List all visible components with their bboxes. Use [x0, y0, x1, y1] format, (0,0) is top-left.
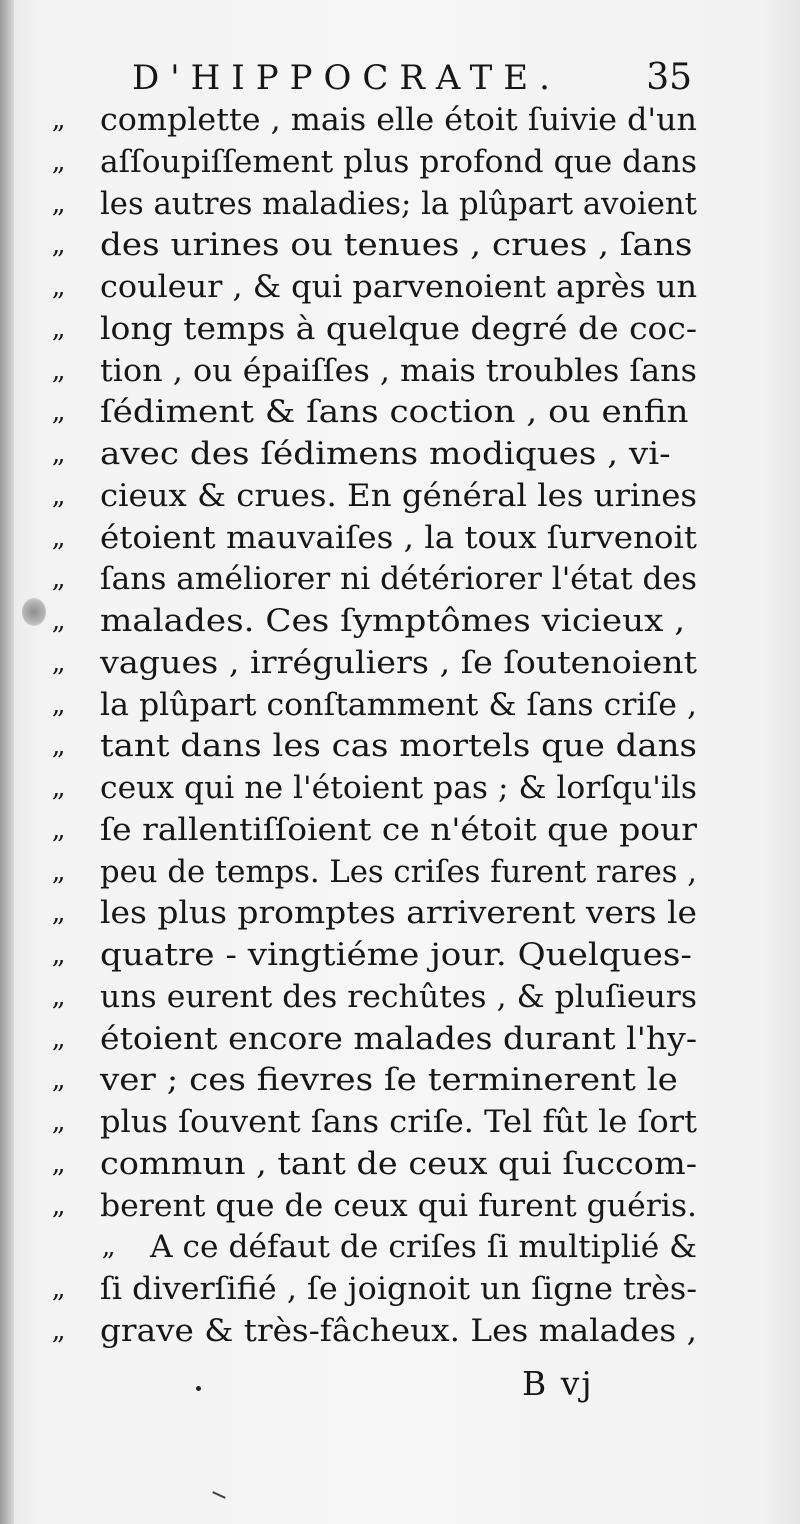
paper-stain: [22, 598, 46, 626]
text-line: [52, 601, 702, 643]
line-text: couleur , & qui parvenoient après un: [100, 270, 697, 305]
page-gutter-shadow: [0, 0, 14, 1524]
line-text: uns eurent des rechûtes , & pluſieurs: [100, 979, 697, 1015]
line-text: quatre - vingtiéme jour. Quelques-: [100, 938, 692, 973]
guillemet-marker: ,,: [52, 689, 63, 720]
guillemet-marker: ,,: [52, 1023, 63, 1054]
text-line: [52, 893, 702, 935]
line-text: la plûpart conſtamment & ſans criſe ,: [100, 687, 697, 723]
text-line: [52, 1227, 702, 1269]
line-text: les autres maladies; la plûpart avoient: [100, 186, 697, 222]
guillemet-marker: ,,: [52, 480, 63, 511]
text-line: [52, 559, 702, 601]
line-text: plus ſouvent ſans criſe. Tel fût le ſort: [100, 1105, 697, 1140]
line-text: berent que de ceux qui furent guéris.: [100, 1188, 697, 1224]
guillemet-marker: ,,: [52, 188, 63, 219]
text-line: [52, 1186, 702, 1228]
line-text: étoient mauvaiſes , la toux ſurvenoit: [100, 520, 697, 556]
signature-mark: B vj: [522, 1364, 594, 1403]
line-text: complette , mais elle étoit ſuivie d'un: [100, 103, 698, 138]
guillemet-marker: ,,: [52, 814, 63, 845]
guillemet-marker: ,,: [52, 1065, 63, 1096]
page-number: 35: [646, 57, 692, 98]
text-line: [52, 434, 702, 476]
line-text: tion , ou épaiſſes , mais troubles ſans: [100, 353, 697, 389]
text-line: [52, 184, 702, 226]
text-line: [52, 518, 702, 560]
text-line: [52, 392, 702, 434]
text-line: [52, 100, 702, 142]
line-text: tant dans les cas mortels que dans: [100, 729, 697, 765]
text-line: [52, 1269, 702, 1311]
text-line: [52, 685, 702, 727]
line-text: avec des ſédimens modiques , vi-: [100, 437, 671, 472]
guillemet-marker: ,,: [52, 1107, 63, 1137]
guillemet-marker: ,,: [52, 105, 63, 135]
line-text: les plus promptes arriverent vers le: [100, 896, 697, 932]
guillemet-marker: ,,: [52, 355, 63, 386]
text-line: [52, 225, 702, 267]
body-text: [52, 100, 702, 1353]
guillemet-marker: ,,: [52, 856, 63, 887]
guillemet-marker: ,,: [52, 439, 63, 469]
guillemet-marker: ,,: [52, 731, 63, 762]
guillemet-marker: ,,: [52, 272, 63, 302]
guillemet-marker: ,,: [52, 230, 63, 261]
line-text: cieux & crues. En général les urines: [100, 478, 698, 514]
line-text: ſi diverſifié , ſe joignoit un ſigne très-: [100, 1272, 697, 1307]
guillemet-marker: ,,: [52, 397, 63, 428]
text-line: [52, 643, 702, 685]
guillemet-marker: ,,: [52, 773, 63, 803]
guillemet-marker: ,,: [52, 313, 63, 344]
text-line: [52, 810, 702, 852]
line-text: malades. Ces ſymptômes vicieux ,: [100, 604, 686, 639]
text-line: [52, 852, 702, 894]
text-line: [52, 142, 702, 184]
guillemet-marker: ,,: [52, 898, 63, 929]
line-text: vagues , irréguliers , ſe ſoutenoient: [100, 645, 697, 681]
line-text: grave & très-fâcheux. Les malades ,: [100, 1313, 697, 1349]
text-line: [52, 309, 702, 351]
guillemet-marker: ,,: [52, 564, 63, 595]
text-line: [52, 1060, 702, 1102]
line-text: ceux qui ne l'étoient pas ; & lorſqu'ils: [100, 771, 697, 806]
text-line: [52, 476, 702, 518]
text-line: [52, 768, 702, 810]
guillemet-marker: ,,: [52, 1274, 63, 1304]
text-line: [52, 1102, 702, 1144]
text-line: [52, 977, 702, 1019]
guillemet-marker: ,,: [52, 1315, 63, 1346]
line-text: étoient encore malades durant l'hy-: [100, 1021, 697, 1057]
line-text: commun , tant de ceux qui ſuccom-: [100, 1146, 697, 1182]
guillemet-marker: ,,: [52, 647, 63, 678]
guillemet-marker: ,,: [52, 1148, 63, 1179]
line-text: ſans améliorer ni détériorer l'état des: [100, 562, 697, 598]
line-text: A ce défaut de criſes ſi multiplié &: [150, 1230, 697, 1266]
text-line: [52, 935, 702, 977]
text-line: [52, 726, 702, 768]
running-title: D'HIPPOCRATE.: [132, 58, 561, 98]
guillemet-marker: ,,: [52, 1190, 63, 1221]
line-text: aſſoupiſſement plus profond que dans: [100, 144, 697, 180]
line-text: ſédiment & ſans coction , ou enfin: [100, 395, 689, 431]
text-line: [52, 1311, 702, 1353]
text-line: [52, 1144, 702, 1186]
text-line: [52, 351, 702, 393]
guillemet-marker: ,,: [52, 522, 63, 553]
line-text: ſe rallentiſſoient ce n'étoit que pour: [100, 812, 697, 848]
line-text: peu de temps. Les criſes furent rares ,: [100, 854, 697, 890]
ink-speck: [196, 1386, 201, 1391]
text-line: [52, 1019, 702, 1061]
ink-mark: [212, 1491, 226, 1499]
guillemet-marker: ,,: [102, 1232, 113, 1263]
text-line: [52, 267, 702, 309]
guillemet-marker: ,,: [52, 606, 63, 636]
guillemet-marker: ,,: [52, 940, 63, 970]
line-text: long temps à quelque degré de coc-: [100, 311, 697, 347]
guillemet-marker: ,,: [52, 981, 63, 1012]
line-text: des urines ou tenues , crues , ſans: [100, 228, 693, 264]
line-text: ver ; ces fievres ſe terminerent le: [100, 1063, 678, 1099]
guillemet-marker: ,,: [52, 146, 63, 177]
